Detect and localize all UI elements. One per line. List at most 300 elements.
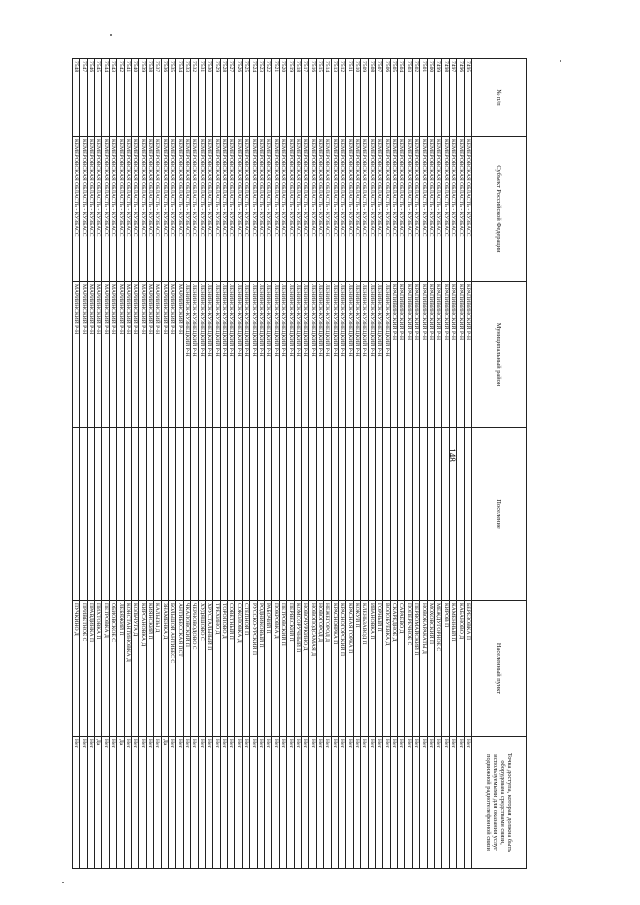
table-row [383, 59, 390, 869]
cell-access: Нет [220, 737, 227, 869]
cell-access: Да [161, 737, 168, 869]
cell-locality: КРАСНОЯРКА П [331, 601, 338, 737]
cell-settlement [257, 428, 264, 601]
cell-access: Нет [139, 737, 146, 869]
cell-settlement [72, 428, 79, 601]
cell-district: ЛЕНИНСК-КУЗНЕЦКИЙ Р-Н [250, 282, 257, 428]
cell-subject: КЕМЕРОВСКАЯ ОБЛАСТЬ - КУЗБАСС [368, 137, 375, 282]
cell-district: МАРИИНСКИЙ Р-Н [176, 282, 183, 428]
cell-subject: КЕМЕРОВСКАЯ ОБЛАСТЬ - КУЗБАСС [87, 137, 94, 282]
cell-access: Нет [198, 737, 205, 869]
table-row [183, 59, 190, 869]
cell-settlement [412, 428, 419, 601]
cell-subject: КЕМЕРОВСКАЯ ОБЛАСТЬ - КУЗБАСС [191, 137, 198, 282]
cell-num: 7544 [102, 59, 109, 137]
cell-num: 7528 [220, 59, 227, 137]
cell-district: КРАПИВИНСКИЙ Р-Н [464, 282, 471, 428]
cell-district: МАРИИНСКИЙ Р-Н [132, 282, 139, 428]
cell-locality: ЧЕРНОВОДОВО С [191, 601, 198, 737]
cell-subject: КЕМЕРОВСКАЯ ОБЛАСТЬ - КУЗБАСС [176, 137, 183, 282]
cell-num: 7495 [464, 59, 471, 137]
cell-settlement [146, 428, 153, 601]
cell-locality: КРАСНОГОРСКИЙ П [338, 601, 345, 737]
cell-num: 7546 [87, 59, 94, 137]
cell-access: Нет [235, 737, 242, 869]
cell-access: Нет [331, 737, 338, 869]
cell-subject: КЕМЕРОВСКАЯ ОБЛАСТЬ - КУЗБАСС [457, 137, 464, 282]
cell-access: Нет [420, 737, 427, 869]
cell-settlement [198, 428, 205, 601]
header-subject: Субъект Российской Федерации [472, 137, 527, 282]
cell-access: Нет [124, 737, 131, 869]
cell-locality: ОБИОВСКОЕ С [109, 601, 116, 737]
cell-locality: ПЕРВЕСКИЙ П [287, 601, 294, 737]
table-row [287, 59, 294, 869]
cell-district: КРАПИВИНСКИЙ Р-Н [398, 282, 405, 428]
table-row [220, 59, 227, 869]
cell-subject: КЕМЕРОВСКАЯ ОБЛАСТЬ - КУЗБАСС [272, 137, 279, 282]
cell-district: ЛЕНИНСК-КУЗНЕЦКИЙ Р-Н [331, 282, 338, 428]
cell-num: 7523 [257, 59, 264, 137]
cell-access: Нет [427, 737, 434, 869]
cell-settlement [205, 428, 212, 601]
table-row [324, 59, 331, 869]
cell-locality: МЕЖДУГОРНОЕ С [435, 601, 442, 737]
cell-access: Нет [398, 737, 405, 869]
cell-locality: НОВОКАРАКАТЫ Д [420, 601, 427, 737]
cell-district: ЛЕНИНСК-КУЗНЕЦКИЙ Р-Н [242, 282, 249, 428]
cell-num: 7534 [176, 59, 183, 137]
cell-subject: КЕМЕРОВСКАЯ ОБЛАСТЬ - КУЗБАСС [427, 137, 434, 282]
cell-settlement [420, 428, 427, 601]
cell-access: Нет [228, 737, 235, 869]
cell-num: 7545 [95, 59, 102, 137]
cell-access: Нет [338, 737, 345, 869]
cell-district: ЛЕНИНСК-КУЗНЕЦКИЙ Р-Н [183, 282, 190, 428]
table-row [435, 59, 442, 869]
cell-num: 7496 [457, 59, 464, 137]
cell-settlement [449, 428, 456, 601]
cell-num: 7520 [279, 59, 286, 137]
cell-num: 7539 [139, 59, 146, 137]
cell-subject: КЕМЕРОВСКАЯ ОБЛАСТЬ - КУЗБАСС [353, 137, 360, 282]
table-row [338, 59, 345, 869]
cell-subject: КЕМЕРОВСКАЯ ОБЛАСТЬ - КУЗБАСС [338, 137, 345, 282]
cell-num: 7526 [235, 59, 242, 137]
cell-access: Нет [390, 737, 397, 869]
cell-access: Нет [257, 737, 264, 869]
cell-num: 7547 [80, 59, 87, 137]
cell-locality: ПРИВЕТНОЕ С [80, 601, 87, 737]
table-row [309, 59, 316, 869]
table-row [398, 59, 405, 869]
cell-district: ЛЕНИНСК-КУЗНЕЦКИЙ Р-Н [265, 282, 272, 428]
cell-settlement [361, 428, 368, 601]
cell-access: Нет [176, 737, 183, 869]
cell-locality: СКАРЕДНОЕ Д [390, 601, 397, 737]
table-row [117, 59, 124, 869]
table-row [235, 59, 242, 869]
cell-locality: ПОПЕРЕЧНОЕ С [405, 601, 412, 737]
cell-settlement [220, 428, 227, 601]
cell-district: МАРИИНСКИЙ Р-Н [154, 282, 161, 428]
cell-district: ЛЕНИНСК-КУЗНЕЦКИЙ Р-Н [302, 282, 309, 428]
cell-district: МАРИИНСКИЙ Р-Н [95, 282, 102, 428]
cell-subject: КЕМЕРОВСКАЯ ОБЛАСТЬ - КУЗБАСС [398, 137, 405, 282]
cell-num: 7543 [109, 59, 116, 137]
cell-subject: КЕМЕРОВСКАЯ ОБЛАСТЬ - КУЗБАСС [361, 137, 368, 282]
cell-subject: КЕМЕРОВСКАЯ ОБЛАСТЬ - КУЗБАСС [205, 137, 212, 282]
header-num: № п/п [472, 59, 527, 137]
cell-num: 7517 [302, 59, 309, 137]
cell-subject: КЕМЕРОВСКАЯ ОБЛАСТЬ - КУЗБАСС [375, 137, 382, 282]
cell-settlement [457, 428, 464, 601]
scan-speck [110, 34, 112, 36]
cell-locality: КОМСОРУЧНЫЙ П [294, 601, 301, 737]
cell-settlement [102, 428, 109, 601]
cell-locality: РАБОЧИЙ П [265, 601, 272, 737]
table-row [375, 59, 382, 869]
cell-access: Нет [368, 737, 375, 869]
cell-settlement [346, 428, 353, 601]
table-row [87, 59, 94, 869]
cell-locality: КАБАНОВО Д [457, 601, 464, 737]
cell-district: ЛЕНИНСК-КУЗНЕЦКИЙ Р-Н [346, 282, 353, 428]
cell-subject: КЕМЕРОВСКАЯ ОБЛАСТЬ - КУЗБАСС [72, 137, 79, 282]
cell-access: Нет [168, 737, 175, 869]
cell-settlement [191, 428, 198, 601]
cell-district: МАРИИНСКИЙ Р-Н [102, 282, 109, 428]
cell-subject: КЕМЕРОВСКАЯ ОБЛАСТЬ - КУЗБАСС [279, 137, 286, 282]
cell-subject: КЕМЕРОВСКАЯ ОБЛАСТЬ - КУЗБАСС [235, 137, 242, 282]
cell-subject: КЕМЕРОВСКАЯ ОБЛАСТЬ - КУЗБАСС [435, 137, 442, 282]
cell-subject: КЕМЕРОВСКАЯ ОБЛАСТЬ - КУЗБАСС [102, 137, 109, 282]
cell-num: 7527 [228, 59, 235, 137]
header-settlement: Поселение [472, 428, 527, 601]
cell-settlement [250, 428, 257, 601]
cell-subject: КЕМЕРОВСКАЯ ОБЛАСТЬ - КУЗБАСС [220, 137, 227, 282]
cell-subject: КЕМЕРОВСКАЯ ОБЛАСТЬ - КУЗБАСС [161, 137, 168, 282]
cell-district: ЛЕНИНСК-КУЗНЕЦКИЙ Р-Н [324, 282, 331, 428]
cell-subject: КЕМЕРОВСКАЯ ОБЛАСТЬ - КУЗБАСС [242, 137, 249, 282]
cell-subject: КЕМЕРОВСКАЯ ОБЛАСТЬ - КУЗБАСС [324, 137, 331, 282]
cell-num: 7522 [265, 59, 272, 137]
cell-num: 7538 [146, 59, 153, 137]
cell-district: ЛЕНИНСК-КУЗНЕЦКИЙ Р-Н [191, 282, 198, 428]
cell-locality: КЛЕНЬЗАВОД П [361, 601, 368, 737]
settlements-table [72, 58, 527, 869]
cell-num: 7524 [250, 59, 257, 137]
cell-subject: КЕМЕРОВСКАЯ ОБЛАСТЬ - КУЗБАСС [228, 137, 235, 282]
cell-locality: ХУДЯШОВО С [198, 601, 205, 737]
cell-settlement [213, 428, 220, 601]
table-row [405, 59, 412, 869]
cell-access: Да [117, 737, 124, 869]
cell-subject: КЕМЕРОВСКАЯ ОБЛАСТЬ - КУЗБАСС [154, 137, 161, 282]
table-body [72, 59, 471, 869]
cell-subject: КЕМЕРОВСКАЯ ОБЛАСТЬ - КУЗБАСС [309, 137, 316, 282]
table-row [198, 59, 205, 869]
cell-settlement [109, 428, 116, 601]
cell-district: МАРИИНСКИЙ Р-Н [139, 282, 146, 428]
cell-access: Да [95, 737, 102, 869]
cell-subject: КЕМЕРОВСКАЯ ОБЛАСТЬ - КУЗБАСС [442, 137, 449, 282]
cell-locality: СОКОЛОВКА Д [235, 601, 242, 737]
cell-subject: КЕМЕРОВСКАЯ ОБЛАСТЬ - КУЗБАСС [331, 137, 338, 282]
cell-settlement [353, 428, 360, 601]
table-header-row [472, 59, 527, 869]
table-row [257, 59, 264, 869]
cell-locality: СТЕПНОЙ П [242, 601, 249, 737]
cell-locality: ГОРНЫЙ П [375, 601, 382, 737]
cell-access: Нет [375, 737, 382, 869]
cell-locality: ПУЧКИНО Д [72, 601, 79, 737]
cell-district: КРАПИВИНСКИЙ Р-Н [390, 282, 397, 428]
cell-num: 7521 [272, 59, 279, 137]
cell-locality: СОВЕТНЫЙ П [228, 601, 235, 737]
table-row [442, 59, 449, 869]
cell-district: ЛЕНИНСК-КУЗНЕЦКИЙ Р-Н [294, 282, 301, 428]
cell-settlement [324, 428, 331, 601]
cell-subject: КЕМЕРОВСКАЯ ОБЛАСТЬ - КУЗБАСС [80, 137, 87, 282]
cell-num: 7529 [213, 59, 220, 137]
table-row [464, 59, 471, 869]
cell-access: Нет [250, 737, 257, 869]
cell-subject: КЕМЕРОВСКАЯ ОБЛАСТЬ - КУЗБАСС [383, 137, 390, 282]
cell-access: Нет [87, 737, 94, 869]
cell-num: 7540 [132, 59, 139, 137]
cell-settlement [390, 428, 397, 601]
cell-settlement [95, 428, 102, 601]
page-number: 148 [447, 448, 457, 462]
cell-num: 7512 [338, 59, 345, 137]
cell-district: ЛЕНИНСК-КУЗНЕЦКИЙ Р-Н [287, 282, 294, 428]
cell-locality: КАЛЫЗЫ Д [154, 601, 161, 737]
table-row [265, 59, 272, 869]
cell-num: 7498 [442, 59, 449, 137]
table-row [132, 59, 139, 869]
cell-access: Нет [346, 737, 353, 869]
cell-locality: КОЛЬЧУГА Д [132, 601, 139, 737]
cell-access: Нет [457, 737, 464, 869]
cell-locality: ИВАНОВКА П [368, 601, 375, 737]
header-locality: Населенный пункт [472, 601, 527, 737]
table-row [154, 59, 161, 869]
cell-access: Нет [265, 737, 272, 869]
cell-access: Нет [324, 737, 331, 869]
cell-access: Нет [302, 737, 309, 869]
cell-subject: КЕМЕРОВСКАЯ ОБЛАСТЬ - КУЗБАСС [302, 137, 309, 282]
cell-district: КРАПИВИНСКИЙ Р-Н [427, 282, 434, 428]
cell-district: КРАПИВИНСКИЙ Р-Н [442, 282, 449, 428]
cell-num: 7503 [405, 59, 412, 137]
table-row [102, 59, 109, 869]
cell-subject: КЕМЕРОВСКАЯ ОБЛАСТЬ - КУЗБАСС [257, 137, 264, 282]
cell-access: Нет [132, 737, 139, 869]
cell-locality: КРАСНАЯ ГОРКА П [346, 601, 353, 737]
cell-settlement [117, 428, 124, 601]
cell-subject: КЕМЕРОВСКАЯ ОБЛАСТЬ - КУЗБАСС [449, 137, 456, 282]
cell-district: ЛЕНИНСК-КУЗНЕЦКИЙ Р-Н [205, 282, 212, 428]
cell-district: ЛЕНИНСК-КУЗНЕЦКИЙ Р-Н [309, 282, 316, 428]
cell-locality: КАМЕННЫЙ П [449, 601, 456, 737]
cell-subject: КЕМЕРОВСКАЯ ОБЛАСТЬ - КУЗБАСС [198, 137, 205, 282]
cell-settlement [338, 428, 345, 601]
cell-settlement [228, 428, 235, 601]
cell-district: ЛЕНИНСК-КУЗНЕЦКИЙ Р-Н [220, 282, 227, 428]
cell-num: 7525 [242, 59, 249, 137]
table-row [228, 59, 235, 869]
cell-settlement [124, 428, 131, 601]
cell-access: Нет [191, 737, 198, 869]
cell-access: Нет [205, 737, 212, 869]
cell-locality: КИРОВ П [442, 601, 449, 737]
cell-locality: НОВОЧУРКИНО Д [302, 601, 309, 737]
cell-num: 7535 [168, 59, 175, 137]
cell-locality: ТОРОПОВО Д [220, 601, 227, 737]
cell-settlement [309, 428, 316, 601]
cell-subject: КЕМЕРОВСКАЯ ОБЛАСТЬ - КУЗБАСС [168, 137, 175, 282]
cell-num: 7506 [383, 59, 390, 137]
cell-locality: ЗНАМЕНКА Д [161, 601, 168, 737]
cell-settlement [183, 428, 190, 601]
cell-district: МАРИИНСКИЙ Р-Н [109, 282, 116, 428]
cell-locality: РУССКО-УРСКИЙ П [250, 601, 257, 737]
cell-locality: АНТИБЕССКАЯ ПСТ [176, 601, 183, 737]
cell-access: Нет [309, 737, 316, 869]
table-row [272, 59, 279, 869]
table-row [168, 59, 175, 869]
cell-num: 7505 [390, 59, 397, 137]
cell-access: Нет [242, 737, 249, 869]
cell-num: 7533 [183, 59, 190, 137]
cell-district: ЛЕНИНСК-КУЗНЕЦКИЙ Р-Н [198, 282, 205, 428]
table-row [449, 59, 456, 869]
cell-subject: КЕМЕРОВСКАЯ ОБЛАСТЬ - КУЗБАСС [109, 137, 116, 282]
cell-settlement [265, 428, 272, 601]
cell-district: МАРИИНСКИЙ Р-Н [117, 282, 124, 428]
cell-num: 7519 [287, 59, 294, 137]
table-row [109, 59, 116, 869]
cell-settlement [331, 428, 338, 601]
table-row [205, 59, 212, 869]
cell-locality: ЧКАЛОВСКИЙ П [183, 601, 190, 737]
table-row [191, 59, 198, 869]
cell-district: КРАПИВИНСКИЙ Р-Н [420, 282, 427, 428]
cell-settlement [302, 428, 309, 601]
cell-settlement [87, 428, 94, 601]
cell-subject: КЕМЕРОВСКАЯ ОБЛАСТЬ - КУЗБАСС [287, 137, 294, 282]
scan-speck [62, 882, 64, 883]
cell-locality: ПРАВДИНКА П [87, 601, 94, 737]
cell-subject: КЕМЕРОВСКАЯ ОБЛАСТЬ - КУЗБАСС [405, 137, 412, 282]
cell-access: Нет [405, 737, 412, 869]
cell-district: ЛЕНИНСК-КУЗНЕЦКИЙ Р-Н [257, 282, 264, 428]
cell-locality: ПЕТРОВСКИЙ П [279, 601, 286, 737]
cell-district: МАРИИНСКИЙ Р-Н [80, 282, 87, 428]
cell-settlement [139, 428, 146, 601]
cell-access: Нет [154, 737, 161, 869]
cell-num: 7531 [198, 59, 205, 137]
cell-num: 7509 [361, 59, 368, 137]
cell-num: 7514 [324, 59, 331, 137]
cell-settlement [464, 428, 471, 601]
cell-locality: НОВОГОРОД Д [316, 601, 323, 737]
cell-district: ЛЕНИНСК-КУЗНЕЦКИЙ Р-Н [338, 282, 345, 428]
table-row [124, 59, 131, 869]
cell-district: ЛЕНИНСК-КУЗНЕЦКИЙ Р-Н [368, 282, 375, 428]
cell-locality: НОВОПОДСАМАЯ Д [309, 601, 316, 737]
cell-settlement [398, 428, 405, 601]
cell-access: Нет [80, 737, 87, 869]
cell-settlement [80, 428, 87, 601]
cell-district: ЛЕНИНСК-КУЗНЕЦКИЙ Р-Н [353, 282, 360, 428]
cell-locality: БОЛЬШОЙ АНТИБЕС С [168, 601, 175, 737]
cell-district: МАРИИНСКИЙ Р-Н [72, 282, 79, 428]
cell-locality: ПЕРВОМАЙСКИЙ П [412, 601, 419, 737]
cell-num: 7515 [316, 59, 323, 137]
table-row [346, 59, 353, 869]
cell-access: Нет [464, 737, 471, 869]
cell-num: 7548 [72, 59, 79, 137]
cell-subject: КЕМЕРОВСКАЯ ОБЛАСТЬ - КУЗБАСС [412, 137, 419, 282]
cell-num: 7516 [309, 59, 316, 137]
cell-num: 7500 [427, 59, 434, 137]
cell-locality: МОХОВСКИЙ П [427, 601, 434, 737]
cell-settlement [383, 428, 390, 601]
table-row [80, 59, 87, 869]
cell-settlement [161, 428, 168, 601]
cell-locality: ХРУСТАЛЬНЫЙ П [205, 601, 212, 737]
cell-district: МАРИИНСКИЙ Р-Н [146, 282, 153, 428]
cell-settlement [132, 428, 139, 601]
table-row [331, 59, 338, 869]
cell-num: 7518 [294, 59, 301, 137]
cell-access: Нет [294, 737, 301, 869]
cell-access: Нет [146, 737, 153, 869]
cell-num: 7542 [117, 59, 124, 137]
cell-district: КРАПИВИНСКИЙ Р-Н [435, 282, 442, 428]
table-row [316, 59, 323, 869]
cell-subject: КЕМЕРОВСКАЯ ОБЛАСТЬ - КУЗБАСС [464, 137, 471, 282]
cell-access: Нет [272, 737, 279, 869]
table-row [213, 59, 220, 869]
cell-subject: КЕМЕРОВСКАЯ ОБЛАСТЬ - КУЗБАСС [213, 137, 220, 282]
cell-district: КРАПИВИНСКИЙ Р-Н [457, 282, 464, 428]
cell-subject: КЕМЕРОВСКАЯ ОБЛАСТЬ - КУЗБАСС [132, 137, 139, 282]
cell-district: ЛЕНИНСК-КУЗНЕЦКИЙ Р-Н [375, 282, 382, 428]
cell-access: Нет [442, 737, 449, 869]
cell-num: 7513 [331, 59, 338, 137]
cell-subject: КЕМЕРОВСКАЯ ОБЛАСТЬ - КУЗБАСС [420, 137, 427, 282]
cell-settlement [287, 428, 294, 601]
cell-district: ЛЕНИНСК-КУЗНЕЦКИЙ Р-Н [228, 282, 235, 428]
cell-district: ЛЕНИНСК-КУЗНЕЦКИЙ Р-Н [272, 282, 279, 428]
table-row [72, 59, 79, 869]
cell-district: КРАПИВИНСКИЙ Р-Н [412, 282, 419, 428]
cell-settlement [279, 428, 286, 601]
cell-district: ЛЕНИНСК-КУЗНЕЦКИЙ Р-Н [383, 282, 390, 428]
cell-subject: КЕМЕРОВСКАЯ ОБЛАСТЬ - КУЗБАСС [183, 137, 190, 282]
cell-subject: КЕМЕРОВСКАЯ ОБЛАСТЬ - КУЗБАСС [265, 137, 272, 282]
cell-locality: БЕРЕЗОВКА П [464, 601, 471, 737]
table-row [279, 59, 286, 869]
cell-district: ЛЕНИНСК-КУЗНЕЦКИЙ Р-Н [279, 282, 286, 428]
cell-num: 7499 [435, 59, 442, 137]
cell-locality: НЕЖЕГОРОД Д [324, 601, 331, 737]
table-row [95, 59, 102, 869]
cell-num: 7507 [375, 59, 382, 137]
